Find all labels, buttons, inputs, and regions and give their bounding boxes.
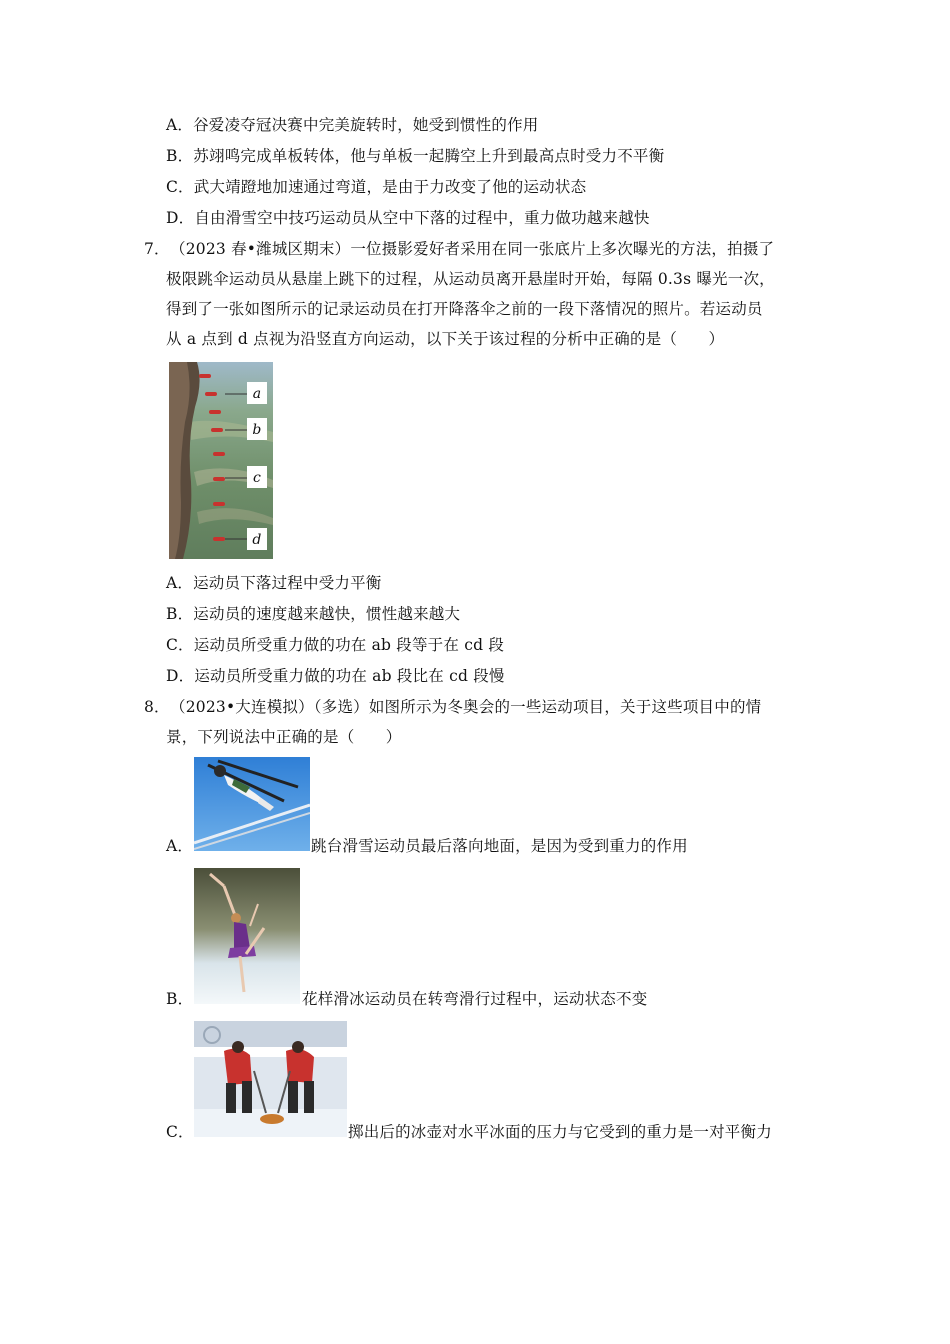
skydiver-photo-graphic — [169, 362, 273, 559]
figure-label-d: d — [252, 532, 262, 548]
q6-option-b — [166, 145, 664, 167]
figure-skating-photo — [194, 868, 300, 1004]
option-text: 运动员所受重力做的功在 ab 段等于在 cd 段 — [193, 636, 505, 654]
option-label: B． — [166, 147, 194, 165]
option-label: C． — [166, 178, 194, 196]
q6-option-a — [166, 114, 539, 136]
q8-number: 8． — [144, 698, 170, 716]
q7-stem-line-2: 极限跳伞运动员从悬崖上跳下的过程，从运动员离开悬崖时开始，每隔 0.3s 曝光一次， — [166, 270, 775, 288]
q6-option-d — [166, 207, 650, 229]
option-text: 苏翊鸣完成单板转体，他与单板一起腾空上升到最高点时受力不平衡 — [193, 147, 665, 165]
option-text: 运动员的速度越来越快，惯性越来越大 — [193, 605, 461, 623]
curling-graphic — [194, 1021, 347, 1137]
q7-option-c — [166, 634, 504, 656]
q7-option-a — [166, 572, 382, 594]
option-text: 自由滑雪空中技巧运动员从空中下落的过程中，重力做功越来越快 — [194, 209, 650, 227]
figure-skating-graphic — [194, 868, 300, 1004]
q8-option-c-label: C． — [166, 1123, 194, 1141]
skydiver-photo — [169, 362, 273, 559]
q8-option-a-label: A． — [166, 837, 194, 855]
q7-stem-line-4: 从 a 点到 d 点视为沿竖直方向运动，以下关于该过程的分析中正确的是（ ） — [166, 330, 725, 348]
q8-option-b-label: B． — [166, 990, 194, 1008]
q6-option-c — [166, 176, 586, 198]
option-text: 运动员所受重力做的功在 ab 段比在 cd 段慢 — [194, 667, 505, 685]
q7-stem-line-3: 得到了一张如图所示的记录运动员在打开降落伞之前的一段下落情况的照片。若运动员 — [166, 300, 763, 318]
option-label: C． — [166, 636, 194, 654]
option-label: A． — [166, 574, 194, 592]
option-text: 武大靖蹬地加速通过弯道，是由于力改变了他的运动状态 — [193, 178, 587, 196]
q8-option-b-text: 花样滑冰运动员在转弯滑行过程中，运动状态不变 — [302, 990, 648, 1008]
q7-option-b — [166, 603, 460, 625]
q8-option-a-text: 跳台滑雪运动员最后落向地面，是因为受到重力的作用 — [311, 837, 688, 855]
option-label: D． — [166, 667, 195, 685]
ski-jump-photo — [194, 757, 310, 851]
ski-jump-graphic — [194, 757, 310, 851]
curling-photo — [194, 1021, 347, 1137]
figure-label-a: a — [252, 386, 262, 402]
figure-label-c: c — [252, 470, 262, 486]
q7-stem-line-1: （2023 春•潍城区期末）一位摄影爱好者采用在同一张底片上多次曝光的方法，拍摄了 — [170, 240, 775, 258]
option-label: B． — [166, 605, 194, 623]
q8-stem-line-2: 景，下列说法中正确的是（ ） — [166, 728, 402, 746]
option-text: 运动员下落过程中受力平衡 — [193, 574, 382, 592]
option-text: 谷爱凌夺冠决赛中完美旋转时，她受到惯性的作用 — [193, 116, 539, 134]
option-label: D． — [166, 209, 195, 227]
figure-label-b: b — [252, 422, 262, 438]
q8-stem-line-1: （2023•大连模拟）（多选）如图所示为冬奥会的一些运动项目，关于这些项目中的情 — [170, 698, 762, 716]
q7-number: 7． — [144, 240, 170, 258]
q7-option-d — [166, 665, 505, 687]
option-label: A． — [166, 116, 194, 134]
q8-option-c-text: 掷出后的冰壶对水平冰面的压力与它受到的重力是一对平衡力 — [348, 1123, 772, 1141]
